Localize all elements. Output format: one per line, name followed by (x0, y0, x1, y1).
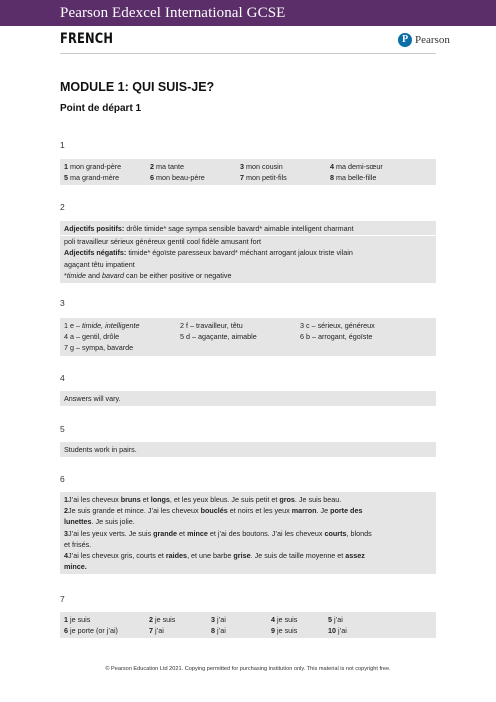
answer-item: 3 j’ai (211, 615, 226, 624)
answer-row: mince. (64, 562, 87, 572)
answer-item: 6 je porte (or j’ai) (64, 626, 118, 636)
answer-box-7 (60, 612, 436, 638)
answer-item: 2 je suis (149, 615, 176, 624)
answer-item: 1 e – timide, intelligente (64, 321, 140, 330)
answer-box-4 (60, 391, 436, 406)
answer-box-6 (60, 492, 436, 574)
pearson-logo-icon: P (398, 33, 412, 47)
question-number-3: 3 (60, 298, 65, 308)
answer-box-1 (60, 159, 436, 185)
brand-logo (398, 31, 450, 49)
section-title: Point de départ 1 (60, 103, 142, 114)
answer-item: 6 mon beau-père (150, 173, 205, 183)
question-number-6: 6 (60, 474, 65, 484)
answer-row: 3 J’ai les yeux verts. Je suis grande et mince et j’ai des boutons. J’ai les cheveux courts , blonds (64, 528, 372, 538)
answer-item: 1 je suis (64, 615, 91, 624)
answer-row (64, 625, 432, 636)
answer-item: 7 j’ai (149, 626, 164, 636)
answer-item: 4 ma demi-sœur (330, 162, 383, 171)
question-number-2: 2 (60, 202, 65, 212)
answer-item: 10 j’ai (328, 626, 347, 636)
answer-row: 1 J’ai les cheveux bruns et longs , et les yeux bleus. Je suis petit et gros . Je suis beau. (64, 495, 342, 504)
question-number-1: 1 (60, 140, 65, 150)
copyright-footer: © Pearson Education Ltd 2021. Copying permitted for purchasing institution only. This material is not copyright free. (105, 666, 391, 672)
answer-row (64, 320, 432, 331)
answer-row (64, 331, 432, 342)
answer-item: 5 ma grand-mère (64, 173, 120, 183)
header-band (0, 0, 496, 26)
answer-box-2 (60, 221, 436, 283)
answer-item: 9 je suis (271, 626, 298, 636)
answer-item: 1 mon grand-père (64, 162, 122, 171)
answer-item: 8 ma belle-fille (330, 173, 377, 183)
answer-item: 3 mon cousin (240, 162, 283, 171)
answer-row: agaçant têtu impatient (64, 259, 135, 269)
answer-row (64, 172, 432, 183)
answer-row: Adjectifs négatifs: timide* égoïste paresseux bavard* méchant arrogant jaloux triste vilain (64, 248, 353, 258)
answer-row: Students work in pairs. (64, 445, 137, 454)
answer-row: poli travailleur sérieux généreux gentil cool fidèle amusant fort (60, 235, 436, 247)
answer-item: 3 c – sérieux, généreux (300, 321, 375, 330)
answer-row: lunettes . Je suis jolie. (64, 517, 135, 527)
answer-row: 4 J’ai les cheveux gris, courts et raides , et une barbe grise . Je suis de taille moyenne et assez (64, 550, 365, 560)
question-number-4: 4 (60, 373, 65, 383)
answer-item: 2 f – travailleur, têtu (180, 321, 243, 330)
question-number-5: 5 (60, 424, 65, 434)
answer-item: 6 b – arrogant, égoïste (300, 332, 373, 342)
brand-wordmark: Pearson (415, 34, 450, 46)
answer-item: 4 je suis (271, 615, 298, 624)
header-divider (60, 53, 436, 54)
answer-item: 4 a – gentil, drôle (64, 332, 120, 342)
answer-item: 5 j’ai (328, 615, 343, 624)
answer-item: 2 ma tante (150, 162, 184, 171)
subject-title: FRENCH (60, 31, 114, 47)
answer-box-5 (60, 442, 436, 457)
answer-item: 7 g – sympa, bavarde (64, 343, 134, 353)
answer-box-3 (60, 318, 436, 356)
answer-item: 5 d – agaçante, aimable (180, 332, 257, 342)
answer-row: et frisés. (64, 539, 92, 549)
answer-row (64, 342, 432, 353)
answer-row (64, 614, 432, 625)
header-band-title: Pearson Edexcel International GCSE (60, 5, 286, 21)
answer-item: 8 j’ai (211, 626, 226, 636)
answer-note: * timide and bavard can be either positive or negative (64, 270, 232, 280)
answer-row: Answers will vary. (64, 394, 121, 403)
answer-row: 2 Je suis grande et mince. J’ai les cheveux bouclés et noirs et les yeux marron . Je porte des (64, 506, 363, 516)
answer-row (64, 161, 432, 172)
answer-item: 7 mon petit-fils (240, 173, 287, 183)
answer-row: Adjectifs positifs: drôle timide* sage sympa sensible bavard* aimable intelligent charmant (64, 224, 354, 233)
question-number-7: 7 (60, 594, 65, 604)
module-title: MODULE 1: QUI SUIS-JE? (60, 80, 215, 94)
